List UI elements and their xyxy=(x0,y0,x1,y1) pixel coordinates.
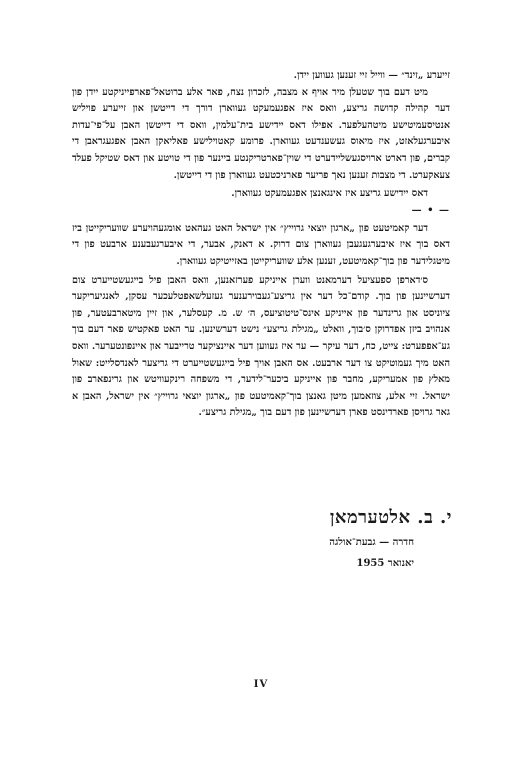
body-text xyxy=(72,68,450,422)
date-line: יאנואר 1955 xyxy=(356,558,414,569)
paragraph-acknowledgements: ס׳דארפן ספעציעל דערמאנט ווערן אייניקע פערזאנען, וואס האבן פיל בייגעשטייערט צום דערשיינען פון בוך. קודם־כל דער אין גריצע־געבוירענער געזעלשאפטלעכער עסקן, לאנגיעריקער ציוניסט און גרינדער פון אייניקע אינס־טיטוציעס, ה׳ ש. מ. קעסלער, און זיין מיטארבעטער, פון אנהויב ביזן אפדרוקן ס׳בוך, וואלט „מגילת גריצע״ נישט דערשינען. ער האט פאקטיש פאר דעם בוך גע־אפפערט: צייט, כח, דער עיקר — ער איז געווען דער איינציקער טרייבער און איינפונטערער. וואס האט מיך געמוטיקט צו דער ארבעט. אס האבן אויך פיל בייגעשטייערט די גריצער לאנדסלייט: שאול מאלץ פון אמעריקע, מחבר פון אייניקע ביכער־לידער, די משפחה רינקעוויטש און גרינפארב פון ישראל. זיי אלע, צוזאמען מיטן גאנצן בוך־קאמיטעט פון „ארגון יוצאי גרוייץ״ אין ישראל, האבן א גאר גרויסן פארדינסט פארן דערשיינען פון דעם בוך „מגילת גריצע״. xyxy=(72,274,450,419)
section-divider: — • — xyxy=(411,204,450,216)
paragraph-erased: דאס יידישע גריצע איז אינגאנצן אפגעמעקט געווארן. xyxy=(231,188,428,200)
paragraph-committee: דער קאמיטעט פון „ארגון יוצאי גרוייץ״ אין ישראל האט געהאט אומגעהויערע שוועריקייטן ביז דאס בוך איז איבערגעגעבן געווארן צום דרוק. א דאנק, אבער, די איבערגעבענע ארבעט פון די מיטגלידער פון בוך־קאמיטעט, זענען אלע שוועריקייטן באזייטיקט געווארן. xyxy=(72,222,450,267)
paragraph-opening: זייערע „זינד״ — ווייל זיי זענען געווען יידן. xyxy=(293,70,450,81)
author-signature: י. ב. אלטערמאן xyxy=(329,507,452,528)
place-line: חדרה — גבעת־אולגה xyxy=(329,537,414,548)
paragraph-memorial: מיט דעם בוך שטעלן מיר אויף א מצבה, לזכרון נצח, פאר אלע ברוטאל־פארפייניקטע יידן פון דער קהילה קדושה גריצע, וואס איז אפגעמעקט געווארן דורך די דייטשן און זייערע פויליש אנטיסעמיטישע מיטהעלפער. אפילו דאס יידישע בית־עלמין, וואס די דייטשן האבן על־פי־עדות איבערגעלאזט, איז מיאוס געשענדעט געווארן. פרומע קאטוילישע פאליאקן האבן אפגעגראבן די קברים, פון דארט ארויסגעשליידערט די שוין־פארטריקנטע ביינער פון די טויטע און דאס שטיקל פעלד צעאקערט. די מצבות זענען נאך פריער פארניכטעט געווארן פון די דייטשן. xyxy=(72,86,450,181)
page-number: IV xyxy=(253,679,269,690)
